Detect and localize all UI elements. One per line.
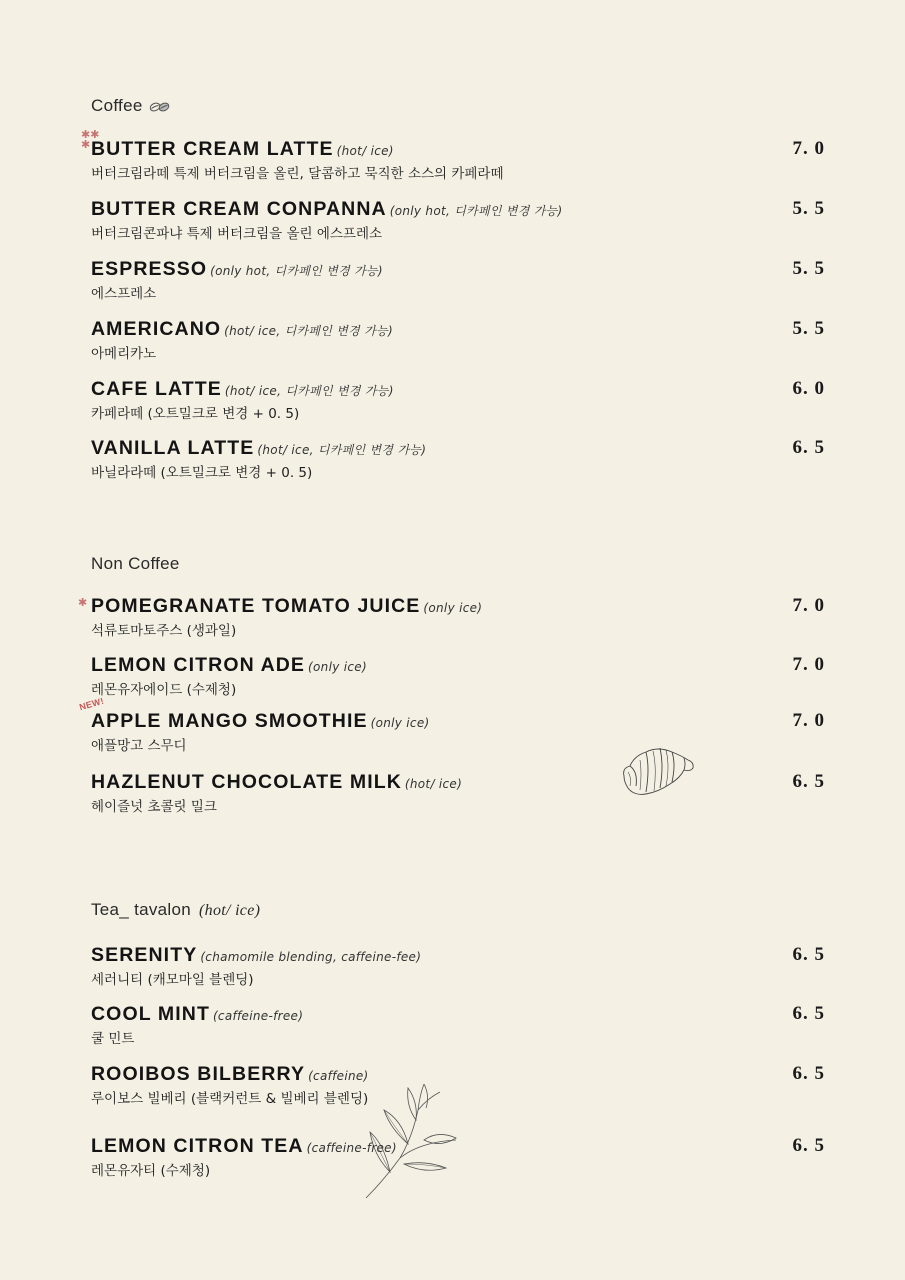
item-korean-desc: 석류토마토주스 (생과일) <box>91 623 237 639</box>
item-korean-desc: 버터크림콘파냐 특제 버터크림을 올린 에스프레소 <box>91 226 383 242</box>
coffee-beans-icon <box>148 99 172 113</box>
item-name: BUTTER CREAM CONPANNA <box>91 198 387 220</box>
item-korean-desc: 헤이즐넛 초콜릿 밀크 <box>91 799 217 815</box>
item-note: (hot/ ice, 디카페인 변경 가능) <box>257 443 427 457</box>
section-title-coffee <box>91 96 172 116</box>
item-price: 6. 0 <box>792 378 825 399</box>
item-korean-desc: 레몬유자에이드 (수제청) <box>91 682 237 698</box>
item-price: 6. 5 <box>792 944 825 965</box>
menu-item <box>81 128 825 183</box>
menu-item <box>91 378 825 423</box>
item-price: 7. 0 <box>792 595 825 616</box>
menu-item <box>78 595 825 640</box>
item-korean-desc: 에스프레소 <box>91 286 157 302</box>
item-name: LEMON CITRON ADE <box>91 654 306 676</box>
star-icon: ✱✱ ✱ <box>81 128 100 151</box>
item-name: SERENITY <box>91 944 198 966</box>
item-korean-desc: 쿨 민트 <box>91 1031 135 1047</box>
item-name: ROOIBOS BILBERRY <box>91 1063 306 1085</box>
item-price: 7. 0 <box>792 654 825 675</box>
item-note: (hot/ ice) <box>336 144 394 158</box>
item-note: (only ice) <box>308 660 367 674</box>
item-name: APPLE MANGO SMOOTHIE <box>91 710 368 732</box>
item-korean-desc: 바닐라라떼 (오트밀크로 변경 + 0. 5) <box>91 465 313 481</box>
item-korean-desc: 카페라떼 (오트밀크로 변경 + 0. 5) <box>91 406 300 422</box>
item-korean-desc: 루이보스 빌베리 (블랙커런트 & 빌베리 블렌딩) <box>91 1091 369 1107</box>
menu-item <box>91 437 825 482</box>
item-note: (hot/ ice, 디카페인 변경 가능) <box>224 384 394 398</box>
item-price: 6. 5 <box>792 1135 825 1156</box>
section-title-note: (hot/ ice) <box>199 902 261 919</box>
item-name: LEMON CITRON TEA <box>91 1135 304 1157</box>
menu-item <box>91 1135 825 1180</box>
menu-item <box>91 258 825 303</box>
menu-item <box>91 198 825 243</box>
item-name: HAZLENUT CHOCOLATE MILK <box>91 771 402 793</box>
item-note: (caffeine-free) <box>212 1009 304 1023</box>
item-price: 6. 5 <box>792 771 825 792</box>
section-title-tea <box>91 900 260 920</box>
item-price: 6. 5 <box>792 1003 825 1024</box>
item-korean-desc: 버터크림라떼 특제 버터크림을 올린, 달콤하고 묵직한 소스의 카페라떼 <box>91 166 504 182</box>
item-note: (chamomile blending, caffeine-fee) <box>200 950 422 964</box>
item-note: (only ice) <box>370 716 430 730</box>
menu-item <box>91 944 825 989</box>
section-title-text: Non Coffee <box>91 554 180 573</box>
croissant-illustration <box>620 742 698 800</box>
item-note: (only hot, 디카페인 변경 가능) <box>389 204 563 218</box>
item-price: 5. 5 <box>792 258 825 279</box>
item-name: ESPRESSO <box>91 258 208 280</box>
item-price: 5. 5 <box>792 198 825 219</box>
item-name: POMEGRANATE TOMATO JUICE <box>91 595 421 617</box>
menu-item <box>78 695 825 755</box>
item-note: (only ice) <box>423 601 483 615</box>
menu-item <box>91 1003 825 1048</box>
item-note: (only hot, 디카페인 변경 가능) <box>210 264 383 278</box>
item-price: 7. 0 <box>792 710 825 731</box>
item-price: 7. 0 <box>792 138 825 159</box>
section-title-text: Coffee <box>91 96 143 115</box>
item-name: COOL MINT <box>91 1003 210 1025</box>
item-korean-desc: 아메리카노 <box>91 346 157 362</box>
menu-item <box>91 771 825 816</box>
item-name: BUTTER CREAM LATTE <box>91 138 334 160</box>
item-price: 5. 5 <box>792 318 825 339</box>
menu-item <box>91 318 825 363</box>
new-badge: NEW! <box>78 695 106 713</box>
item-price: 6. 5 <box>792 437 825 458</box>
section-title-text: Tea_ tavalon <box>91 900 192 919</box>
item-note: (hot/ ice) <box>404 777 463 791</box>
item-note: (hot/ ice, 디카페인 변경 가능) <box>224 324 393 338</box>
item-name: AMERICANO <box>91 318 222 340</box>
item-korean-desc: 애플망고 스무디 <box>91 738 187 754</box>
item-korean-desc: 세러니티 (캐모마일 블렌딩) <box>91 972 254 988</box>
menu-item <box>91 654 825 699</box>
item-price: 6. 5 <box>792 1063 825 1084</box>
item-note: (caffeine-free) <box>306 1141 397 1155</box>
item-name: CAFE LATTE <box>91 378 222 400</box>
item-korean-desc: 레몬유자티 (수제청) <box>91 1163 211 1179</box>
section-title-non-coffee <box>91 554 180 574</box>
star-icon: ✱ <box>78 596 88 609</box>
item-name: VANILLA LATTE <box>91 437 255 459</box>
item-note: (caffeine) <box>308 1069 369 1083</box>
